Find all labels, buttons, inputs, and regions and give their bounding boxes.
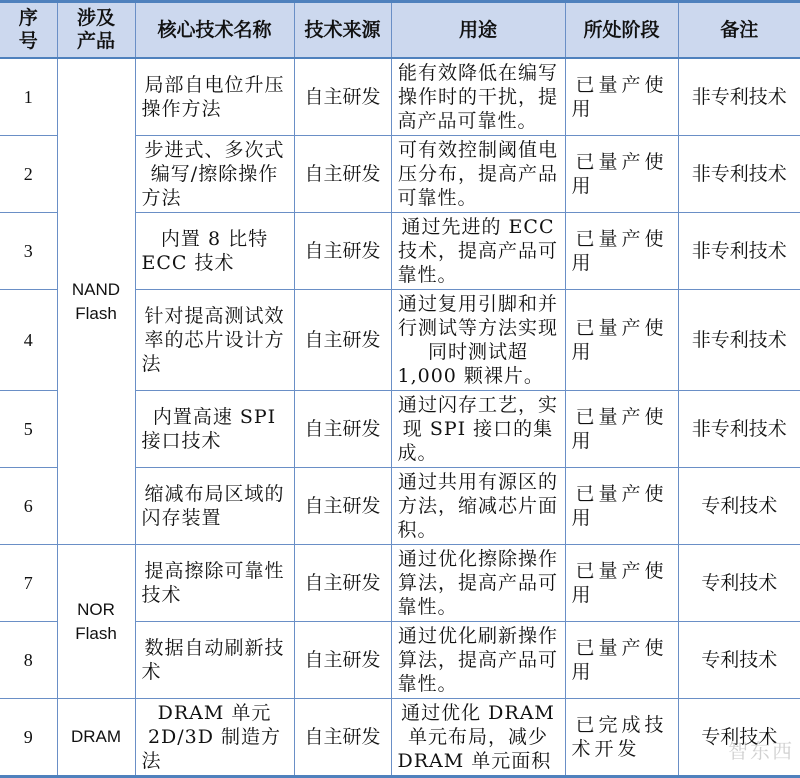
- tech-note: 非专利技术: [678, 58, 800, 136]
- tech-stage: 已量产使用: [565, 468, 678, 545]
- table-row: [0, 58, 800, 136]
- tech-use: 通过复用引脚和并行测试等方法实现同时测试超 1,000 颗裸片。: [391, 290, 565, 391]
- tech-stage: 已量产使用: [565, 290, 678, 391]
- tech-source: 自主研发: [294, 699, 391, 777]
- tech-note: 非专利技术: [678, 391, 800, 468]
- tech-name: 内置 8 比特 ECC 技术: [135, 213, 294, 290]
- row-number: 6: [0, 468, 57, 545]
- row-number: 8: [0, 622, 57, 699]
- tech-use: 通过优化刷新操作算法，提高产品可靠性。: [391, 622, 565, 699]
- tech-source: 自主研发: [294, 545, 391, 622]
- tech-source: 自主研发: [294, 468, 391, 545]
- tech-name: 提高擦除可靠性技术: [135, 545, 294, 622]
- tech-use: 能有效降低在编写操作时的干扰，提高产品可靠性。: [391, 58, 565, 136]
- table-row: [0, 545, 800, 622]
- tech-stage: 已量产使用: [565, 136, 678, 213]
- tech-use: 通过优化 DRAM 单元布局，减少 DRAM 单元面积: [391, 699, 565, 777]
- tech-stage: 已量产使用: [565, 391, 678, 468]
- tech-name: 内置高速 SPI 接口技术: [135, 391, 294, 468]
- row-number: 1: [0, 58, 57, 136]
- tech-use: 通过先进的 ECC 技术，提高产品可靠性。: [391, 213, 565, 290]
- tech-note: 专利技术: [678, 468, 800, 545]
- tech-note: 专利技术: [678, 545, 800, 622]
- tech-note: 专利技术: [678, 699, 800, 777]
- tech-source: 自主研发: [294, 290, 391, 391]
- product-nor-flash: NOR Flash: [57, 545, 135, 699]
- tech-note: 非专利技术: [678, 136, 800, 213]
- tech-name: DRAM 单元 2D/3D 制造方法: [135, 699, 294, 777]
- header-use: 用途: [391, 2, 565, 59]
- header-seq: 序 号: [0, 2, 57, 59]
- tech-use: 通过闪存工艺，实现 SPI 接口的集成。: [391, 391, 565, 468]
- tech-stage: 已量产使用: [565, 545, 678, 622]
- tech-note: 专利技术: [678, 622, 800, 699]
- header-tech-name: 核心技术名称: [135, 2, 294, 59]
- tech-name: 局部自电位升压操作方法: [135, 58, 294, 136]
- tech-use: 通过共用有源区的方法，缩减芯片面积。: [391, 468, 565, 545]
- tech-source: 自主研发: [294, 391, 391, 468]
- row-number: 7: [0, 545, 57, 622]
- row-number: 3: [0, 213, 57, 290]
- header-stage: 所处阶段: [565, 2, 678, 59]
- row-number: 2: [0, 136, 57, 213]
- tech-source: 自主研发: [294, 136, 391, 213]
- tech-note: 非专利技术: [678, 213, 800, 290]
- header-note: 备注: [678, 2, 800, 59]
- row-number: 9: [0, 699, 57, 777]
- header-source: 技术来源: [294, 2, 391, 59]
- tech-name: 步进式、多次式编写/擦除操作方法: [135, 136, 294, 213]
- tech-stage: 已完成技术开发: [565, 699, 678, 777]
- row-number: 5: [0, 391, 57, 468]
- tech-use: 通过优化擦除操作算法，提高产品可靠性。: [391, 545, 565, 622]
- product-nand-flash: NAND Flash: [57, 58, 135, 545]
- tech-source: 自主研发: [294, 58, 391, 136]
- product-dram: DRAM: [57, 699, 135, 777]
- tech-name: 数据自动刷新技术: [135, 622, 294, 699]
- tech-stage: 已量产使用: [565, 58, 678, 136]
- tech-source: 自主研发: [294, 213, 391, 290]
- tech-name: 针对提高测试效率的芯片设计方法: [135, 290, 294, 391]
- tech-use: 可有效控制阈值电压分布，提高产品可靠性。: [391, 136, 565, 213]
- tech-stage: 已量产使用: [565, 213, 678, 290]
- watermark: 智东西: [728, 739, 794, 763]
- row-number: 4: [0, 290, 57, 391]
- table-header-row: [0, 2, 800, 59]
- tech-source: 自主研发: [294, 622, 391, 699]
- tech-note: 非专利技术: [678, 290, 800, 391]
- table-row: [0, 699, 800, 777]
- tech-name: 缩减布局区域的闪存装置: [135, 468, 294, 545]
- tech-stage: 已量产使用: [565, 622, 678, 699]
- header-product: 涉及 产品: [57, 2, 135, 59]
